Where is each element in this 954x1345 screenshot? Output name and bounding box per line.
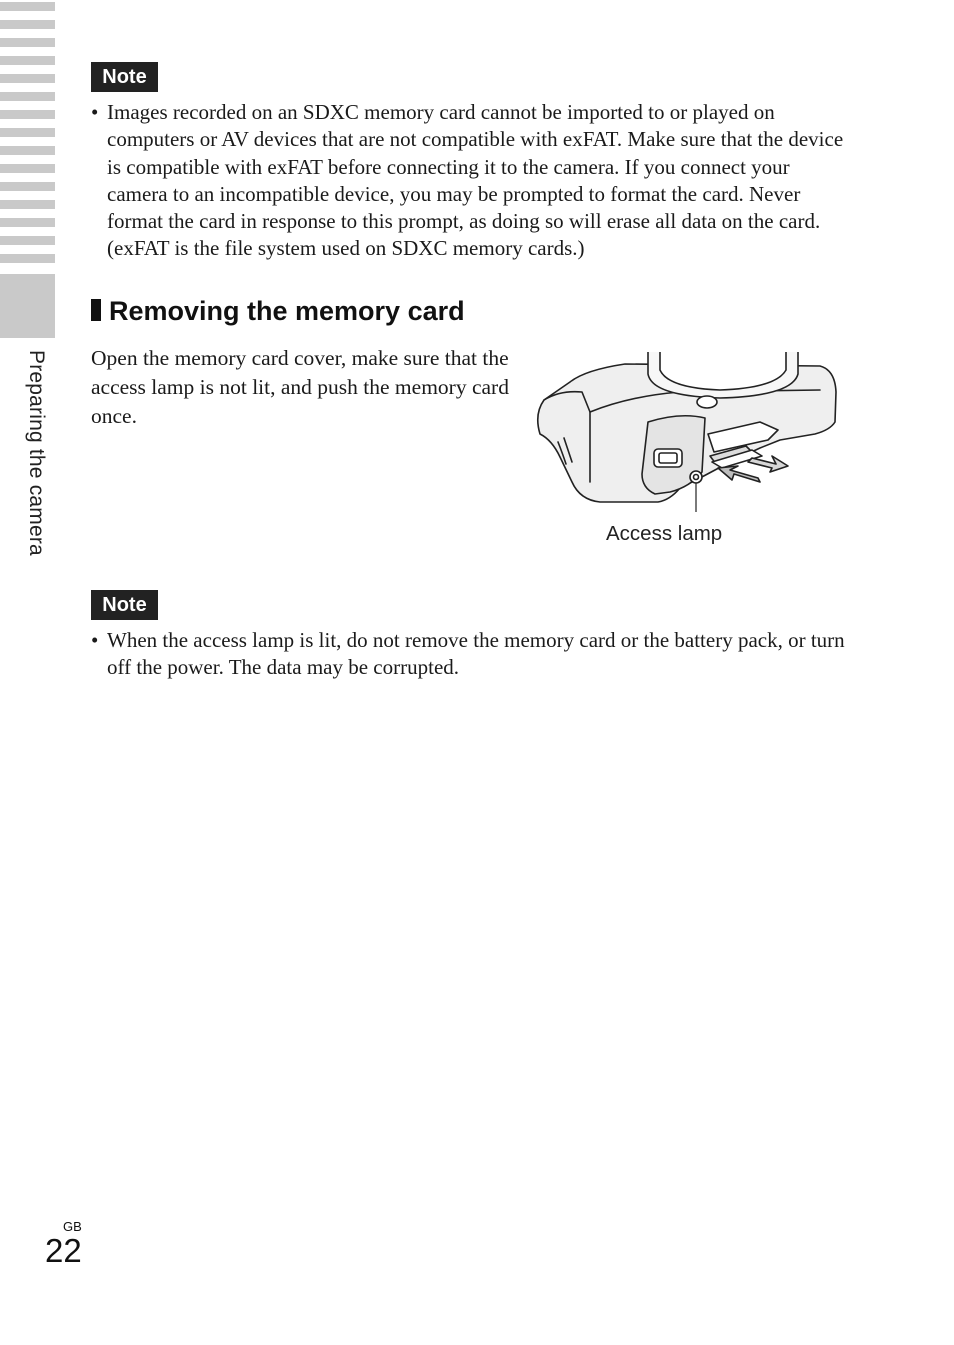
heading-marker bbox=[91, 299, 101, 321]
note-text: Images recorded on an SDXC memory card cannot be imported to or played on computers or AV devices that are not compatible with exFAT. Make sure that the device is compatible with exFAT before connecting it to the camera. If you connect your camera to an incompatible device, you may be prompted to format the card. Never format the card in response to this prompt, as doing so will erase all data on the card. (exFAT is the file system used on SDXC memory cards.) bbox=[107, 100, 844, 261]
stripe bbox=[0, 38, 55, 47]
stripe bbox=[0, 110, 55, 119]
stripe bbox=[0, 128, 55, 137]
access-lamp-callout: Access lamp bbox=[606, 522, 723, 545]
section-side-label: Preparing the camera bbox=[25, 350, 48, 556]
page-language-code: GB bbox=[63, 1219, 82, 1234]
camera-memory-card-illustration bbox=[530, 352, 840, 512]
stripe bbox=[0, 74, 55, 83]
stripe bbox=[0, 146, 55, 155]
stripe bbox=[0, 2, 55, 11]
section-heading bbox=[91, 296, 465, 327]
note-bullet-paragraph bbox=[91, 99, 851, 263]
stripe bbox=[0, 236, 55, 245]
note-text: When the access lamp is lit, do not remove the memory card or the battery pack, or turn off the power. The data may be corrupted. bbox=[107, 628, 845, 680]
page-number: 22 bbox=[45, 1232, 82, 1269]
stripe bbox=[0, 200, 55, 209]
note-badge: Note bbox=[91, 62, 158, 92]
stripe bbox=[0, 56, 55, 65]
bullet-marker: • bbox=[91, 100, 99, 124]
stripe bbox=[0, 218, 55, 227]
stripe bbox=[0, 20, 55, 29]
note-badge: Note bbox=[91, 590, 158, 620]
stripe bbox=[0, 182, 55, 191]
bullet-marker: • bbox=[91, 628, 99, 652]
heading-text: Removing the memory card bbox=[109, 296, 465, 326]
stripe bbox=[0, 92, 55, 101]
side-tab-block bbox=[0, 274, 55, 338]
note-bullet-paragraph bbox=[91, 627, 851, 682]
stripe bbox=[0, 254, 55, 263]
stripe bbox=[0, 164, 55, 173]
instruction-text: Open the memory card cover, make sure that the access lamp is not lit, and push the memory card once. bbox=[91, 346, 509, 428]
